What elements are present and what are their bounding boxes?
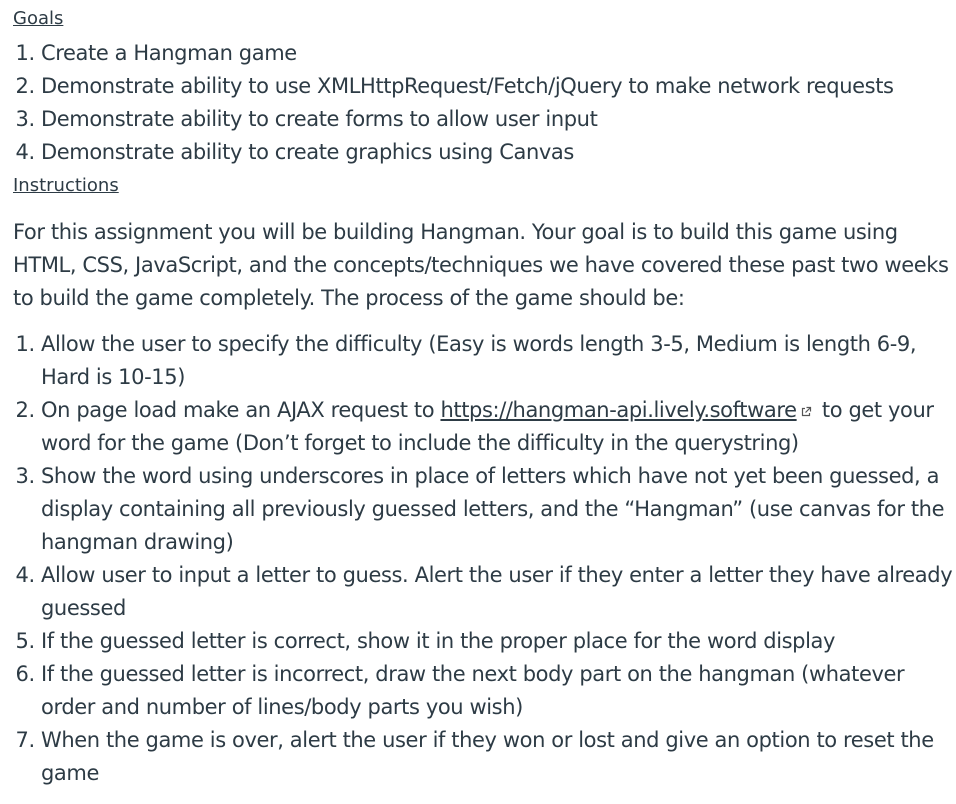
instructions-heading: Instructions (13, 175, 119, 196)
list-item (41, 394, 953, 460)
list-item: 5. If the guessed letter is correct, show it in the proper place for the word display (41, 625, 953, 658)
step-text: to get your word for the game (Don’t forget to include the difficulty in the querystring) (41, 398, 934, 455)
list-item: 3. Show the word using underscores in place of letters which have not yet been guessed, a display containing all previously guessed letters, and the “Hangman” (use canvas for the hangman drawing) (41, 460, 953, 559)
list-item: 3. Demonstrate ability to create forms to allow user input (41, 103, 953, 136)
list-item: 7. When the game is over, alert the user if they won or lost and give an option to reset the game (41, 724, 953, 790)
list-item: 2. Demonstrate ability to use XMLHttpRequest/Fetch/jQuery to make network requests (41, 70, 953, 103)
goals-list (13, 37, 953, 169)
list-item: 1. Allow the user to specify the difficulty (Easy is words length 3-5, Medium is length 6-9, Hard is 10-15) (41, 328, 953, 394)
list-item: 4. Allow user to input a letter to guess. Alert the user if they enter a letter they have already guessed (41, 559, 953, 625)
external-link-icon (800, 406, 812, 418)
steps-list (13, 328, 953, 790)
list-item: 1. Create a Hangman game (41, 37, 953, 70)
list-item: 6. If the guessed letter is incorrect, draw the next body part on the hangman (whatever order and number of lines/body parts you wish) (41, 658, 953, 724)
instructions-intro: For this assignment you will be building Hangman. Your goal is to build this game using HTML, CSS, JavaScript, and the concepts/techniques we have covered these past two weeks to build the game completely. The process of the game should be: (13, 220, 949, 310)
list-item: 4. Demonstrate ability to create graphics using Canvas (41, 136, 953, 169)
goals-heading: Goals (13, 8, 64, 29)
assignment-page (13, 0, 953, 790)
hangman-api-link[interactable]: https://hangman-api.lively.software (440, 398, 797, 422)
step-text: On page load make an AJAX request to (41, 398, 441, 422)
